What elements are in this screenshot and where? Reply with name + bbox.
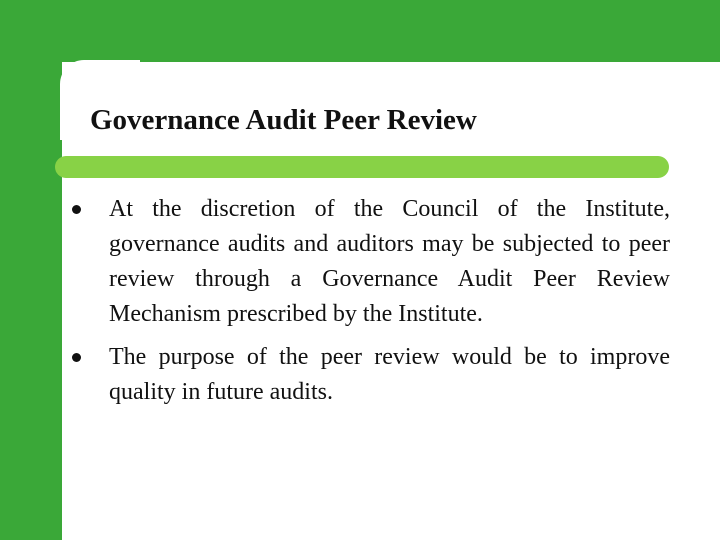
green-frame-top xyxy=(0,0,720,62)
green-frame-left xyxy=(0,0,62,540)
bullet-dot-icon xyxy=(72,353,81,362)
bullet-text: At the discretion of the Council of the Institute, governance audits and auditors may be subjected to peer review through a Governance Audit Peer Review Mechanism prescribed by the Institute. xyxy=(109,196,670,327)
bullet-item xyxy=(70,340,670,410)
slide-title: Governance Audit Peer Review xyxy=(90,104,477,136)
title-underline-bar xyxy=(55,156,669,178)
bullet-dot-icon xyxy=(72,205,81,214)
bullet-text: The purpose of the peer review would be to improve quality in future audits. xyxy=(109,344,670,405)
bullet-item xyxy=(70,192,670,332)
bullet-list xyxy=(70,192,670,418)
